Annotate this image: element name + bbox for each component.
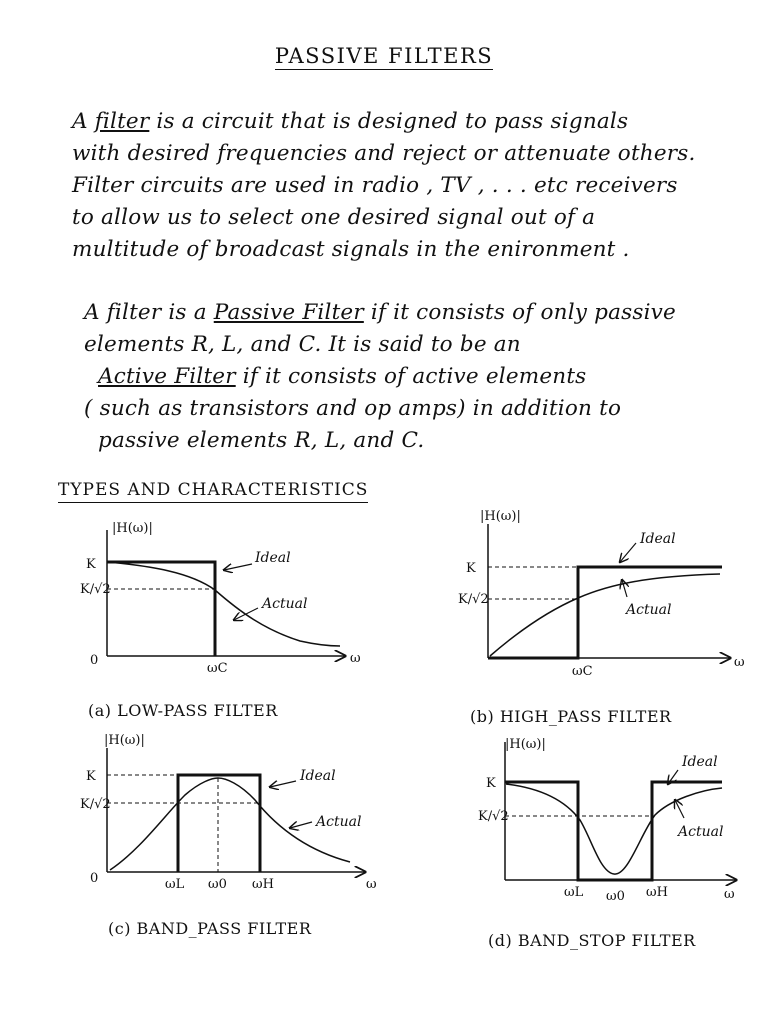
actual-label: Actual xyxy=(626,602,672,618)
ideal-label: Ideal xyxy=(300,768,336,784)
k-label: K xyxy=(466,561,476,576)
actual-label: Actual xyxy=(316,814,362,830)
origin-label: 0 xyxy=(90,653,99,668)
text-line: Active Filter if it consists of active elements xyxy=(98,364,587,389)
text-line: with desired frequencies and reject or attenuate others. xyxy=(72,141,696,166)
cutoff-label: ωC xyxy=(572,664,593,679)
band-pass-plot xyxy=(107,748,365,872)
text-line: ( such as transistors and op amps) in addition to xyxy=(84,396,622,421)
ideal-label: Ideal xyxy=(682,754,718,770)
cutoff-label: ωC xyxy=(207,661,228,676)
actual-response xyxy=(110,778,350,870)
x-axis-label: ω xyxy=(724,887,735,902)
high-cutoff-label: ωH xyxy=(252,877,274,892)
k-label: K xyxy=(86,557,96,572)
ideal-label: Ideal xyxy=(640,531,676,547)
actual-pointer xyxy=(290,822,312,828)
caption-high-pass: (b) HIGH_PASS FILTER xyxy=(470,707,672,726)
y-axis-label: |H(ω)| xyxy=(505,737,546,752)
text-line: passive elements R, L, and C. xyxy=(98,428,425,453)
ideal-pointer xyxy=(224,564,252,570)
text-line: elements R, L, and C. It is said to be an xyxy=(84,332,521,357)
actual-pointer xyxy=(234,608,258,620)
y-axis-label: |H(ω)| xyxy=(480,509,521,524)
origin-label: 0 xyxy=(90,871,99,886)
center-frequency-label: ω0 xyxy=(208,877,227,892)
k-sqrt2-label: K/√2 xyxy=(80,582,111,597)
term-filter: filter xyxy=(94,109,150,134)
center-frequency-label: ω0 xyxy=(606,889,625,904)
ideal-label: Ideal xyxy=(255,550,291,566)
low-pass-plot xyxy=(107,530,345,656)
x-axis-label: ω xyxy=(350,651,361,666)
ideal-response xyxy=(178,775,260,872)
term-active-filter: Active Filter xyxy=(98,364,236,389)
page-title: PASSIVE FILTERS xyxy=(274,44,494,68)
caption-band-stop: (d) BAND_STOP FILTER xyxy=(488,931,696,950)
actual-response xyxy=(490,574,720,656)
k-sqrt2-label: K/√2 xyxy=(478,809,509,824)
y-axis-label: |H(ω)| xyxy=(112,521,153,536)
x-axis-label: ω xyxy=(734,655,745,670)
ideal-pointer xyxy=(270,781,296,787)
high-pass-plot xyxy=(488,524,730,658)
text-line: A filter is a circuit that is designed to pass signals xyxy=(72,109,629,134)
actual-label: Actual xyxy=(262,596,308,612)
y-axis-label: |H(ω)| xyxy=(104,733,145,748)
k-sqrt2-label: K/√2 xyxy=(80,797,111,812)
ideal-pointer xyxy=(620,543,636,562)
x-axis-label: ω xyxy=(366,877,377,892)
section-heading: TYPES AND CHARACTERISTICS xyxy=(58,480,368,500)
term-passive-filter: Passive Filter xyxy=(213,300,364,325)
k-sqrt2-label: K/√2 xyxy=(458,592,489,607)
text-line: A filter is a Passive Filter if it consists of only passive xyxy=(84,300,676,325)
actual-label: Actual xyxy=(678,824,724,840)
caption-band-pass: (c) BAND_PASS FILTER xyxy=(108,919,312,938)
ideal-response xyxy=(488,567,722,658)
text-line: Filter circuits are used in radio , TV , . . . etc receivers xyxy=(72,173,678,198)
caption-low-pass: (a) LOW-PASS FILTER xyxy=(88,701,278,720)
k-label: K xyxy=(486,776,496,791)
high-cutoff-label: ωH xyxy=(646,885,668,900)
actual-pointer xyxy=(675,800,684,818)
text-line: multitude of broadcast signals in the enironment . xyxy=(72,237,630,262)
ideal-response xyxy=(107,562,215,656)
low-cutoff-label: ωL xyxy=(165,877,185,892)
low-cutoff-label: ωL xyxy=(564,885,584,900)
k-label: K xyxy=(86,769,96,784)
text-line: to allow us to select one desired signal out of a xyxy=(72,205,596,230)
